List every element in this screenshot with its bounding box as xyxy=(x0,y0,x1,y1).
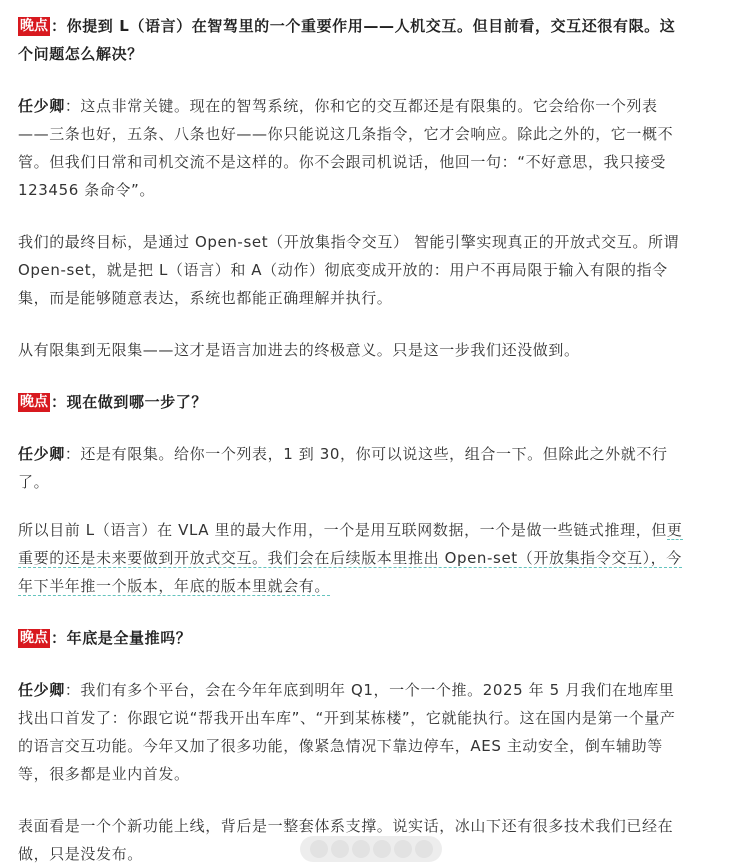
answer-text: 所以目前 L（语言）在 VLA 里的最大作用，一个是用互联网数据，一个是做一些链式推理，但 xyxy=(18,521,667,539)
action-dot-icon[interactable] xyxy=(352,840,370,858)
answer-text: ：我们有多个平台，会在今年年底到明年 Q1，一个一个推。2025 年 5 月我们在地库里找出口首发了：你跟它说“帮我开出车库”、“开到某栋楼”，它就能执行。这在国内是第一个量产的语言交互功能。今年又加了很多功能，像紧急情况下靠边停车，AES 主动安全，倒车辅助等等，很多都是业内首发。 xyxy=(18,681,676,783)
answer-text: ：还是有限集。给你一个列表，1 到 30，你可以说这些，组合一下。但除此之外就不行了。 xyxy=(18,445,668,491)
speaker-name: 任少卿 xyxy=(18,681,65,699)
answer-2-paragraph-2 xyxy=(18,516,686,600)
answer-3-paragraph-1 xyxy=(18,676,686,788)
highlighted-text[interactable]: 更重要的还是未来要做到开放式交互。我们会在后续版本里推出 Open-set（开放集指令交互），今年下半年推一个版本，年底的版本里就会有。 xyxy=(18,521,683,595)
action-dot-icon[interactable] xyxy=(394,840,412,858)
speaker-name: 任少卿 xyxy=(18,445,65,463)
floating-action-bar[interactable] xyxy=(300,836,442,862)
wandian-badge: 晚点 xyxy=(20,394,48,410)
question-text: ：年底是全量推吗？ xyxy=(51,629,192,647)
wandian-badge: 晚点 xyxy=(20,630,48,646)
answer-1-paragraph-3: 从有限集到无限集——这才是语言加进去的终极意义。只是这一步我们还没做到。 xyxy=(18,341,580,359)
answer-1-paragraph-1 xyxy=(18,92,686,204)
answer-1-paragraph-2: 我们的最终目标，是通过 Open-set（开放集指令交互） 智能引擎实现真正的开放式交互。所谓 Open-set，就是把 L（语言）和 A（动作）彻底变成开放的：用户不再局限于输入有限的指令集，而是能够随意表达，系统也都能正确理解并执行。 xyxy=(18,233,680,307)
question-text: ：你提到 L（语言）在智驾里的一个重要作用——人机交互。但目前看，交互还很有限。这个问题怎么解决？ xyxy=(18,17,676,63)
answer-3-paragraph-2: 表面看是一个个新功能上线，背后是一整套体系支撑。说实话，冰山下还有很多技术我们已经在做，只是没发布。 xyxy=(18,817,674,863)
action-dot-icon[interactable] xyxy=(310,840,328,858)
question-text: ：现在做到哪一步了？ xyxy=(51,393,208,411)
answer-text: ：这点非常关键。现在的智驾系统，你和它的交互都还是有限集的。它会给你一个列表——三条也好，五条、八条也好——你只能说这几条指令，它才会响应。除此之外的，它一概不管。但我们日常和司机交流不是这样的。你不会跟司机说话，他回一句：“不好意思，我只接受 123456 条命令”。 xyxy=(18,97,674,199)
speaker-name: 任少卿 xyxy=(18,97,65,115)
question-3 xyxy=(18,624,686,652)
action-dot-icon[interactable] xyxy=(415,840,433,858)
question-2 xyxy=(18,388,686,416)
article-body xyxy=(18,12,686,868)
action-dot-icon[interactable] xyxy=(373,840,391,858)
answer-2-paragraph-1 xyxy=(18,440,686,496)
question-1 xyxy=(18,12,686,68)
wandian-badge: 晚点 xyxy=(20,18,48,34)
action-dot-icon[interactable] xyxy=(331,840,349,858)
